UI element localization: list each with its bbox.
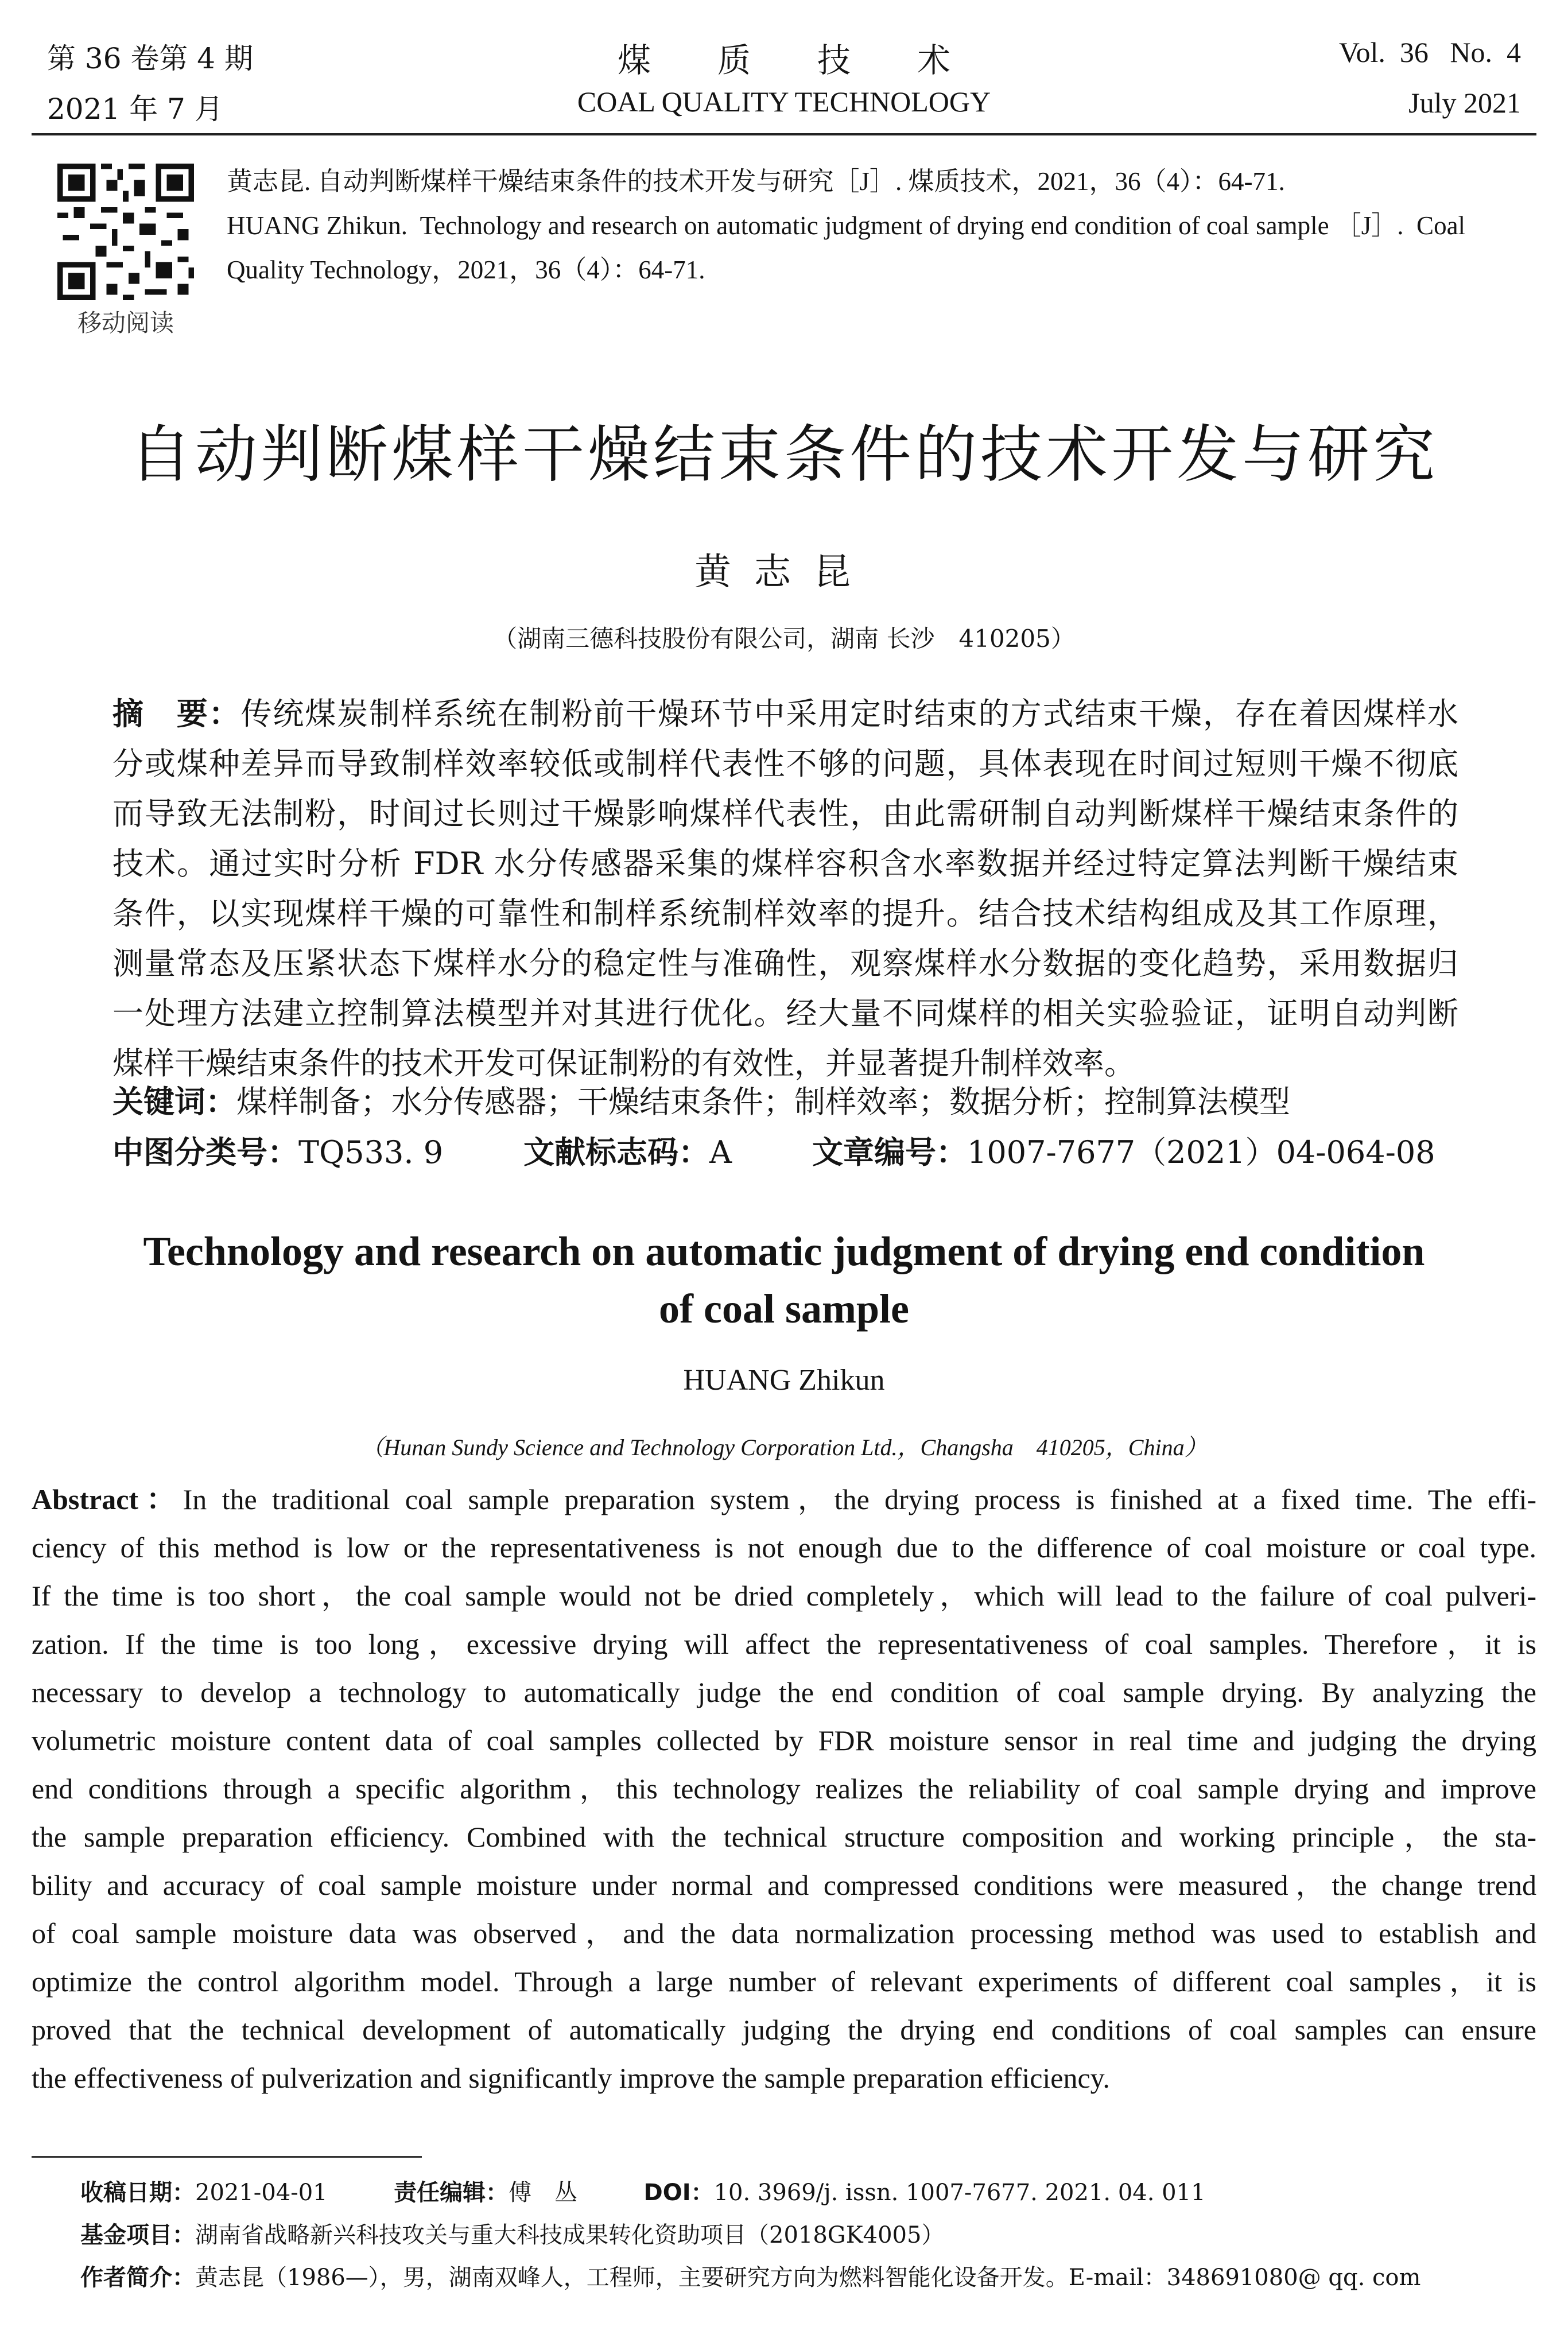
abstract-cn-line: 技术。通过实时分析 FDR 水分传感器采集的煤样容积含水率数据并经过特定算法判断干燥结束 <box>112 846 1458 882</box>
abstract-cn-line: 而导致无法制粉，时间过长则过干燥影响煤样代表性，由此需研制自动判断煤样干燥结束条件的 <box>112 796 1458 832</box>
abstract-cn-label: 摘 要： <box>112 696 241 732</box>
date-cn: 2021 年 7 月 <box>47 92 223 126</box>
date-en: July 2021 <box>1408 87 1521 119</box>
abstract-en-line: the effectiveness of pulverization and significantly improve the sample preparation efficiency. <box>32 2062 1110 2094</box>
journal-title-cn: 煤 质 技 术 <box>617 41 950 80</box>
received-label: 收稿日期： <box>80 2180 195 2206</box>
clc-value: TQ533. 9 <box>298 1134 444 1170</box>
keywords-cn-label: 关键词： <box>112 1084 236 1120</box>
header-rule <box>32 133 1536 135</box>
footnote-received <box>80 2174 1206 2207</box>
abstract-en-line: necessary to develop a technology to automatically judge the end condition of coal sample drying. By analyzing the <box>32 1676 1536 1708</box>
citation-en-line2: Quality Technology，2021，36（4）：64-71. <box>227 255 705 284</box>
author-en: HUANG Zhikun <box>683 1364 885 1397</box>
citation-cn: 黄志昆. 自动判断煤样干燥结束条件的技术开发与研究［J］. 煤质技术，2021，36（4）：64-71. <box>227 167 1285 196</box>
abstract-en-line: end conditions through a specific algorithm，this technology realizes the reliability of coal sample drying and improve <box>32 1773 1536 1805</box>
doi-value[interactable]: 10. 3969/j. issn. 1007-7677. 2021. 04. 011 <box>713 2180 1206 2206</box>
footnote-author-bio <box>80 2259 1420 2292</box>
abstract-en-line: zation. If the time is too long，excessive drying will affect the representativeness of coal samples. Therefore，it is <box>32 1628 1536 1660</box>
abstract-en-line: If the time is too short，the coal sample would not be dried completely，which will lead to the failure of coal pulveri- <box>32 1580 1536 1612</box>
abstract-en-line: of coal sample moisture data was observed，and the data normalization processing method was used to establish and <box>32 1917 1536 1949</box>
doc-code-value: A <box>709 1134 732 1170</box>
received-value: 2021-04-01 <box>195 2180 328 2206</box>
affiliation-en: （Hunan Sundy Science and Technology Corporation Ltd.，Changsha 410205，China） <box>360 1434 1208 1460</box>
abstract-cn-line: 一处理方法建立控制算法模型并对其进行优化。经大量不同煤样的相关实验验证，证明自动判断 <box>112 995 1458 1032</box>
fund-label: 基金项目： <box>80 2222 195 2248</box>
qr-code-icon[interactable] <box>57 164 194 300</box>
bio-label: 作者简介： <box>80 2264 195 2291</box>
title-en-line2: of coal sample <box>659 1286 909 1332</box>
footnote-rule <box>32 2156 422 2158</box>
title-en-line1: Technology and research on automatic judgment of drying end condition <box>143 1228 1425 1274</box>
editor-label: 责任编辑： <box>394 2180 509 2206</box>
abstract-en-line: proved that the technical development of automatically judging the drying end conditions of coal samples can ensure <box>32 2014 1536 2046</box>
abstract-cn-line: 煤样干燥结束条件的技术开发可保证制粉的有效性，并显著提升制样效率。 <box>112 1045 1135 1081</box>
abstract-en-line: optimize the control algorithm model. Through a large number of relevant experiments of different coal samples，it is <box>32 1965 1536 1998</box>
author-cn: 黄志昆 <box>694 551 874 594</box>
fund-value: 湖南省战略新兴科技攻关与重大科技成果转化资助项目（2018GK4005） <box>195 2222 945 2248</box>
abstract-en-label: Abstract： <box>32 1483 183 1515</box>
editor-value: 傅 丛 <box>509 2180 578 2206</box>
page-title-cn: 自动判断煤样干燥结束条件的技术开发与研究 <box>129 419 1438 491</box>
abstract-cn-line: 传统煤炭制样系统在制粉前干燥环节中采用定时结束的方式结束干燥，存在着因煤样水 <box>240 696 1458 732</box>
doc-code-label: 文献标志码： <box>523 1134 710 1170</box>
volume-issue-cn: 第 36 卷第 4 期 <box>47 42 254 75</box>
abstract-en-line: In the traditional coal sample preparation system，the drying process is finished at a fixed time. The effi- <box>183 1483 1536 1515</box>
affiliation-cn: （湖南三德科技股份有限公司，湖南 长沙 410205） <box>493 625 1075 653</box>
volume-issue-en: Vol. 36 No. 4 <box>1338 36 1521 68</box>
bio-value: 黄志昆（1986—），男，湖南双峰人，工程师，主要研究方向为燃料智能化设备开发。E-mail：348691080@ qq. com <box>195 2264 1421 2291</box>
journal-title-en: COAL QUALITY TECHNOLOGY <box>577 86 991 118</box>
abstract-cn <box>112 689 1458 1088</box>
abstract-cn-line: 条件，以实现煤样干燥的可靠性和制样系统制样效率的提升。结合技术结构组成及其工作原理， <box>112 895 1458 932</box>
citation-block <box>227 160 1541 292</box>
doi-label: DOI： <box>643 2180 714 2206</box>
page-title-en <box>0 1223 1568 1337</box>
qr-caption: 移动阅读 <box>77 309 174 337</box>
abstract-en-line: volumetric moisture content data of coal samples collected by FDR moisture sensor in real time and judging the drying <box>32 1724 1536 1756</box>
keywords-cn-text: 煤样制备；水分传感器；干燥结束条件；制样效率；数据分析；控制算法模型 <box>236 1084 1290 1120</box>
abstract-en-line: ciency of this method is low or the representativeness is not enough due to the difference of coal moisture or coal type. <box>32 1531 1536 1564</box>
article-number-value: 1007-7677（2021）04-064-08 <box>967 1134 1435 1170</box>
classification-row <box>112 1128 1435 1172</box>
keywords-cn <box>112 1077 1290 1122</box>
footnote-fund <box>80 2217 944 2250</box>
article-number-label: 文章编号： <box>812 1134 968 1170</box>
clc-label: 中图分类号： <box>112 1134 298 1170</box>
abstract-cn-line: 测量常态及压紧状态下煤样水分的稳定性与准确性，观察煤样水分数据的变化趋势，采用数据归 <box>112 945 1458 982</box>
abstract-en-line: the sample preparation efficiency. Combined with the technical structure composition and working principle，the sta- <box>32 1821 1536 1853</box>
abstract-cn-line: 分或煤种差异而导致制样效率较低或制样代表性不够的问题，具体表现在时间过短则干燥不彻底 <box>112 746 1458 782</box>
abstract-en-line: bility and accuracy of coal sample moisture under normal and compressed conditions were measured，the change trend <box>32 1869 1536 1901</box>
abstract-en <box>32 1475 1536 2102</box>
citation-en-line1: HUANG Zhikun. Technology and research on automatic judgment of drying end condition of coal sample ［J］. Coal <box>227 211 1466 240</box>
